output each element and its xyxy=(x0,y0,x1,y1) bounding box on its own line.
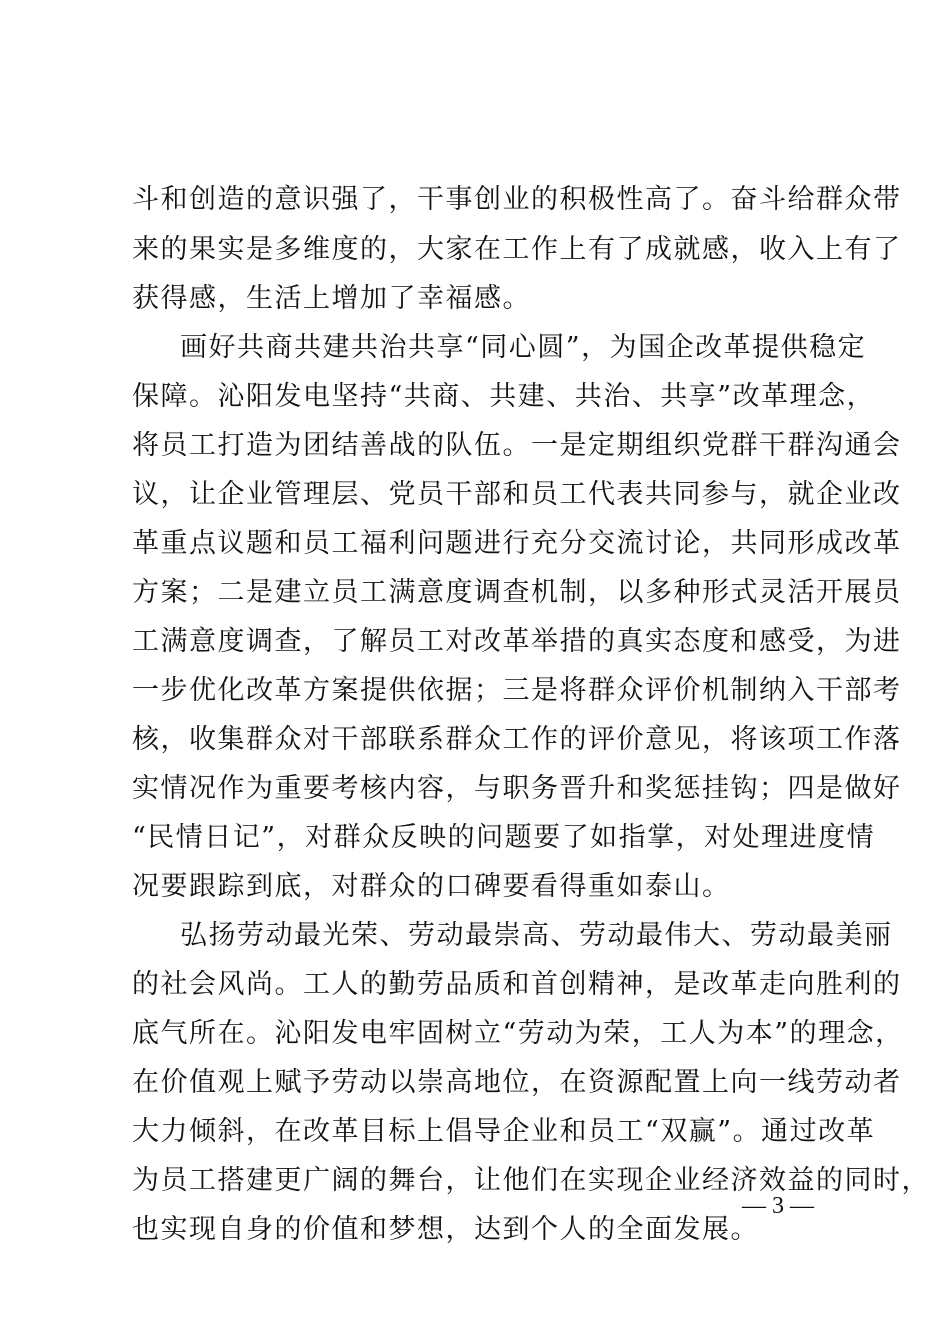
text-line: 将员工打造为团结善战的队伍。一是定期组织党群干群沟通会 xyxy=(132,430,902,461)
text-line: 核，收集群众对干部联系群众工作的评价意见，将该项工作落 xyxy=(132,724,902,755)
text-line: 斗和创造的意识强了，干事创业的积极性高了。奋斗给群众带 xyxy=(132,184,902,215)
text-line: 获得感，生活上增加了幸福感。 xyxy=(132,283,531,314)
text-line: 革重点议题和员工福利问题进行充分交流讨论，共同形成改革 xyxy=(132,528,902,559)
text-line: 来的果实是多维度的，大家在工作上有了成就感，收入上有了 xyxy=(132,234,902,265)
text-line: 况要跟踪到底，对群众的口碑要看得重如泰山。 xyxy=(132,871,731,902)
text-line: 工满意度调查，了解员工对改革举措的真实态度和感受，为进 xyxy=(132,626,902,657)
paragraph-start-line: 画好共商共建共治共享“同心圆”，为国企改革提供稳定 xyxy=(180,332,867,363)
page-number: — 3 — xyxy=(742,1193,814,1219)
text-line: 大力倾斜，在改革目标上倡导企业和员工“双赢”。通过改革 xyxy=(132,1116,876,1147)
text-line: 议，让企业管理层、党员干部和员工代表共同参与，就企业改 xyxy=(132,479,902,510)
paragraph-start-line: 弘扬劳动最光荣、劳动最崇高、劳动最伟大、劳动最美丽 xyxy=(180,920,893,951)
text-line: “民情日记”，对群众反映的问题要了如指掌，对处理进度情 xyxy=(132,822,876,853)
text-line: 保障。沁阳发电坚持“共商、共建、共治、共享”改革理念， xyxy=(132,381,876,412)
text-line: 为员工搭建更广阔的舞台，让他们在实现企业经济效益的同时， xyxy=(132,1165,930,1196)
text-line: 底气所在。沁阳发电牢固树立“劳动为荣，工人为本”的理念， xyxy=(132,1018,904,1049)
text-line: 也实现自身的价值和梦想，达到个人的全面发展。 xyxy=(132,1214,759,1245)
text-line: 的社会风尚。工人的勤劳品质和首创精神，是改革走向胜利的 xyxy=(132,969,902,1000)
text-line: 方案；二是建立员工满意度调查机制，以多种形式灵活开展员 xyxy=(132,577,902,608)
text-line: 一步优化改革方案提供依据；三是将群众评价机制纳入干部考 xyxy=(132,675,902,706)
text-line: 在价值观上赋予劳动以崇高地位，在资源配置上向一线劳动者 xyxy=(132,1067,902,1098)
text-line: 实情况作为重要考核内容，与职务晋升和奖惩挂钩；四是做好 xyxy=(132,773,902,804)
